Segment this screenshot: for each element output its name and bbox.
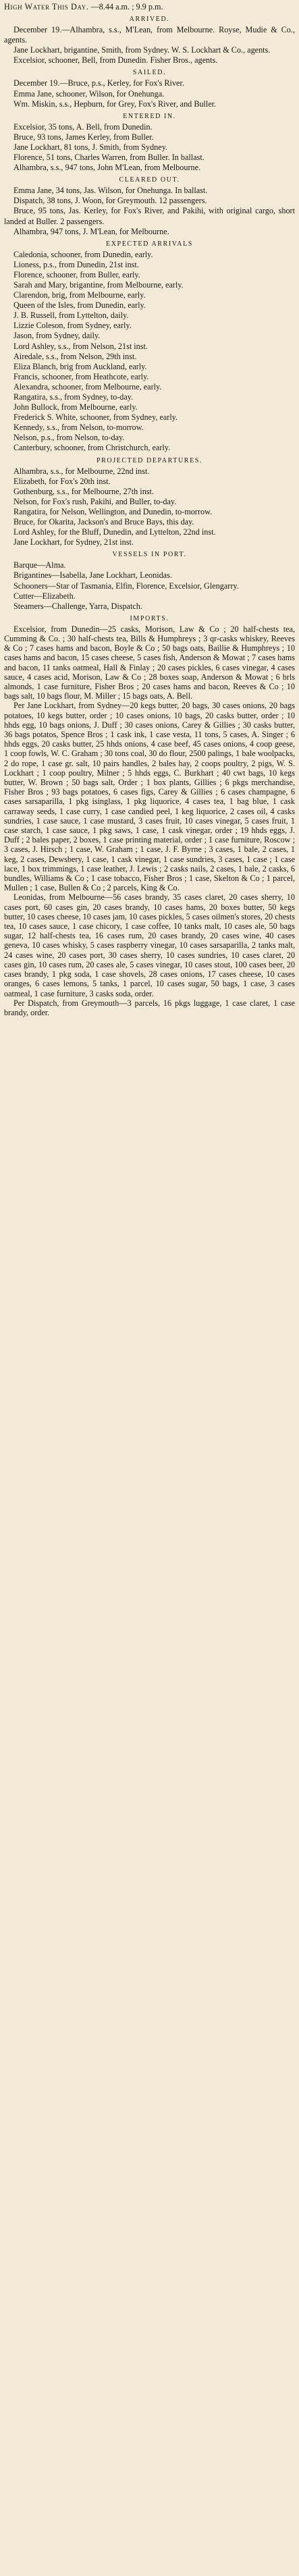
section-entry: Alexandra, schooner, from Melbourne, early. [13, 381, 162, 392]
section-entry: Lord Ashley, for the Bluff, Dunedin, and Lyttelton, 22nd inst. [13, 527, 216, 537]
section-entry: Eliza Blanch, brig from Auckland, early. [13, 361, 147, 371]
section-entry: Steamers—Challenge, Yarra, Dispatch. [13, 601, 142, 611]
section-entry: Jason, from Sydney, daily. [13, 331, 101, 341]
section-entry: Rangatira, for Nelson, Wellington, and Dunedin, to-morrow. [13, 506, 213, 516]
section [4, 549, 295, 611]
section [4, 614, 295, 1017]
section-entry: Leonidas, from Melbourne—56 cases brandy, 35 cases claret, 20 cases sherry, 10 cases port, 60 cases gin, 20 cases brandy, 10 cases hams, 20 boxes butter, 50 kegs butter, 10 cases cheese, 10 cases jam, 10 cases pickles, 5 cases oilmen's stores, 20 chests tea, 10 cases sauce, 1 case chicory, 1 case coffee, 10 tanks malt, 10 cases ale, 50 bags sugar, 12 half-chests tea, 16 cases rum, 20 cases brandy, 20 cases wine, 40 cases geneva, 10 cases whisky, 5 cases raspberry vinegar, 10 cases sarsaparilla, 2 tanks malt, 24 cases wine, 20 cases port, 30 cases sherry, 10 cases sundries, 10 cases claret, 20 cases gin, 10 cases rum, 20 cases ale, 5 cases vinegar, 10 cases stout, 100 cases beer, 20 cases brandy, 1 pkg soda, 1 case shovels, 28 cases onions, 17 cases cheese, 10 cases oranges, 6 cases lemons, 5 tanks, 1 parcel, 10 cases sugar, 50 bags, 1 case, 3 cases oatmeal, 1 case furniture, 3 casks soda, order. [4, 892, 295, 998]
section-entry: Excelsior, schooner, Bell, from Dunedin. Fisher Bros., agents. [13, 55, 218, 65]
section-entry: Lioness, p.s., from Dunedin, 21st inst. [13, 259, 139, 269]
section-entry: Excelsior, 35 tons, A. Bell, from Dunedin. [13, 122, 153, 132]
section [4, 239, 295, 454]
section-entry: Nelson, p.s., from Nelson, to-day. [13, 433, 125, 443]
section-entry: December 19.—Bruce, p.s., Kerley, for Fox's River. [13, 78, 184, 88]
section-entry: Alhambra, s.s., 947 tons, John M'Lean, from Melbourne. [13, 163, 201, 173]
section-entry: Caledonia, schooner, from Dunedin, early. [13, 249, 153, 259]
section-entry: Airedale, s.s., from Nelson, 29th inst. [13, 351, 137, 361]
section [4, 456, 295, 548]
high-water-label: High Water This Day. [4, 2, 89, 11]
section-heading: CLEARED OUT. [119, 176, 180, 184]
section [4, 68, 295, 109]
section-entry: Wm. Miskin, s.s., Hepburn, for Grey, Fox's River, and Buller. [13, 99, 217, 109]
high-water-times: —8.44 a.m. ; 9.9 p.m. [90, 2, 163, 11]
section-entry: Jane Lockhart, for Sydney, 21st inst. [13, 537, 134, 547]
section-entry: Dispatch, 38 tons, J. Woon, for Greymouth. 12 passengers. [13, 196, 207, 206]
section-entry: Frederick S. White, schooner, from Sydney, early. [13, 412, 178, 423]
section-entry: December 19.—Alhambra, s.s., M'Lean, from Melbourne. Royse, Mudie & Co., agents. [4, 25, 295, 45]
section-entry: Cutter—Elizabeth. [13, 591, 76, 601]
section-heading: ENTERED IN. [123, 112, 176, 120]
section [4, 14, 295, 65]
section-heading: PROJECTED DEPARTURES. [96, 456, 203, 464]
section-entry: Jane Lockhart, 81 tons, J. Smith, from Sydney. [13, 142, 168, 152]
section-entry: Per Dispatch, from Greymouth—3 parcels, 16 pkgs luggage, 1 case claret, 1 case brandy, order. [4, 998, 295, 1017]
section-entry: Jane Lockhart, brigantine, Smith, from Sydney. W. S. Lockhart & Co., agents. [13, 45, 271, 55]
section-entry: Elizabeth, for Fox's 20th inst. [13, 476, 111, 486]
section-entry: Schooners—Star of Tasmania, Elfin, Florence, Excelsior, Glengarry. [13, 581, 239, 591]
section-entry: Nelson, for Fox's rush, Pakihi, and Buller, to-day. [13, 496, 177, 506]
section-entry: Rangatira, s.s., from Sydney, to-day. [13, 392, 134, 402]
section-heading: SAILED. [132, 69, 167, 77]
high-water-line [4, 2, 295, 12]
section-heading: EXPECTED ARRIVALS [106, 240, 193, 248]
section-entry: Bruce, 95 tons, Jas. Kerley, for Fox's River, and Pakihi, with original cargo, short landed at Buller. 2 passengers. [4, 206, 295, 226]
section-entry: Sarah and Mary, brigantine, from Melbourne, early. [13, 279, 184, 290]
section-entry: Canterbury, schooner, from Christchurch, early. [13, 443, 171, 453]
section-entry: Lizzie Coleson, from Sydney, early. [13, 321, 132, 331]
section-entry: Emma Jane, schooner, Wilson, for Onehunga. [13, 88, 165, 99]
section-entry: Alhambra, 947 tons, J. M'Lean, for Melbourne. [13, 226, 169, 236]
section-entry: Alhambra, s.s., for Melbourne, 22nd inst. [13, 466, 150, 476]
section-entry: Per Jane Lockhart, from Sydney—20 kegs butter, 20 bags, 30 cases onions, 20 bags potatoes, 10 kegs butter, order ; 10 cases onions, 10 bags, 20 casks butter, order ; 10 hhds egg, 10 bags onions, J. Duff ; 30 cases onions, Carey & Gillies ; 30 casks butter, 36 bags potatos, Spence Bros ; 1 cask ink, 1 case vesta, 11 tons, 5 cases, A. Singer ; 6 hhds eggs, 20 casks butter, 25 hhds onions, 4 case beef, 45 cases onions, 4 coop geese, 1 coop fowls, W. C. Graham ; 30 tons coal, 30 do flour, 2500 palings, 1 bale woolpacks, 2 do rope, 1 case gr. salt, 10 pairs handles, 2 bales hay, 2 coops poultry, 2 pigs, W. S. Lockhart ; 1 coop poultry, Milner ; 5 hhds eggs, C. Burkhart ; 40 cwt bags, 10 kegs butter, W. Brown ; 50 bags salt, Order ; 1 box plants, Gillies ; 6 pkgs merchandise, Fisher Bros ; 93 bags potatoes, 6 cases figs, Carey & Gillies ; 6 cases champagne, 6 cases sarsaparilla, 1 pkg isinglass, 1 pkg liquorice, 4 cases tea, 1 bag blue, 1 cask carraway seeds, 1 case curry, 1 case candied peel, 1 keg liquorice, 2 cases oil, 4 casks sundries, 1 case sauce, 1 case mustard, 3 cases fruit, 10 cases vinegar, 5 cases fruit, 1 case starch, 1 case sauce, 1 pkg saws, 1 case, 1 cask vinegar, order ; 19 hhds eggs, J. Duff ; 2 bales paper, 2 boxes, 1 case printing material, order ; 1 case furniture, Roscow ; 3 cases, J. Hirsch ; 1 case, W. Graham ; 1 case, J. F. Byrne ; 3 cases, 1 bale, 2 cases, 1 keg, 2 cases, Dewsbery, 1 case, 1 cask vinegar, 1 case sundries, 3 cases, 1 case ; 1 case lace, 1 box trimmings, 1 case leather, J. Lewis ; 2 casks nails, 2 cases, 1 bale, 2 casks, 6 bundles, Williams & Co ; 1 case tobacco, Fisher Bros ; 1 case, Skelton & Co ; 1 parcel, Mullen ; 1 case, Bullen & Co ; 2 parcels, King & Co. [4, 701, 295, 893]
section-entry: Francis, schooner, from Heathcote, early. [13, 371, 149, 381]
sections-container [4, 14, 295, 1017]
section-entry: Florence, schooner, from Buller, early. [13, 269, 140, 279]
section-entry: Clarendon, brig, from Melbourne, early. [13, 290, 146, 300]
section-heading: IMPORTS. [130, 614, 169, 622]
section-entry: Lord Ashley, s.s., from Nelson, 21st inst. [13, 341, 148, 351]
section-entry: Brigantines—Isabella, Jane Lockhart, Leonidas. [13, 570, 172, 581]
section-entry: Excelsior, from Dunedin—25 casks, Morison, Law & Co ; 20 half-chests tea, Cumming & Co. ; 30 half-chests tea, Bills & Humphreys ; 3 qr-casks whiskey, Reeves & Co ; 7 cases hams and bacon, Boyle & Co ; 50 bags oats, Baillie & Humphreys ; 10 cases hams and bacon, 15 cases cheese, 5 cases fish, Anderson & Mowat ; 7 cases hams and bacon, 11 tanks oatmeal, Hall & Finlay ; 20 cases pickles, 6 cases vinegar, 4 cases sauce, 4 cases acid, Morison, Law & Co ; 28 boxes soap, Anderson & Mowat ; 6 brls almonds, 1 case furniture, Fisher Bros ; 20 cases hams and bacon, Reeves & Co ; 10 bags salt, 10 bags flour, M. Miller ; 15 bags oats, A. Bell. [4, 624, 295, 701]
section-entry: Kennedy, s.s., from Nelson, to-morrow. [13, 423, 144, 433]
section-heading: ARRIVED. [129, 16, 170, 24]
section [4, 175, 295, 236]
section [4, 111, 295, 173]
section-entry: Florence, 51 tons, Charles Warren, from Buller. In ballast. [13, 153, 205, 163]
section-entry: Bruce, for Okarita, Jackson's and Bruce Bays, this day. [13, 517, 194, 527]
section-entry: Barque—Alma. [13, 560, 66, 570]
section-entry: John Bullock, from Melbourne, early. [13, 402, 138, 412]
section-heading: VESSELS IN PORT. [112, 551, 187, 559]
section-entry: Bruce, 93 tons, James Kerley, from Buller. [13, 132, 154, 142]
section-entry: Gothenburg, s.s., for Melbourne, 27th inst. [13, 486, 154, 496]
section-entry: J. B. Russell, from Lyttelton, daily. [13, 311, 129, 321]
section-entry: Emma Jane, 34 tons, Jas. Wilson, for Onehunga. In ballast. [13, 186, 208, 196]
section-entry: Queen of the Isles, from Dunedin, early. [13, 300, 146, 311]
